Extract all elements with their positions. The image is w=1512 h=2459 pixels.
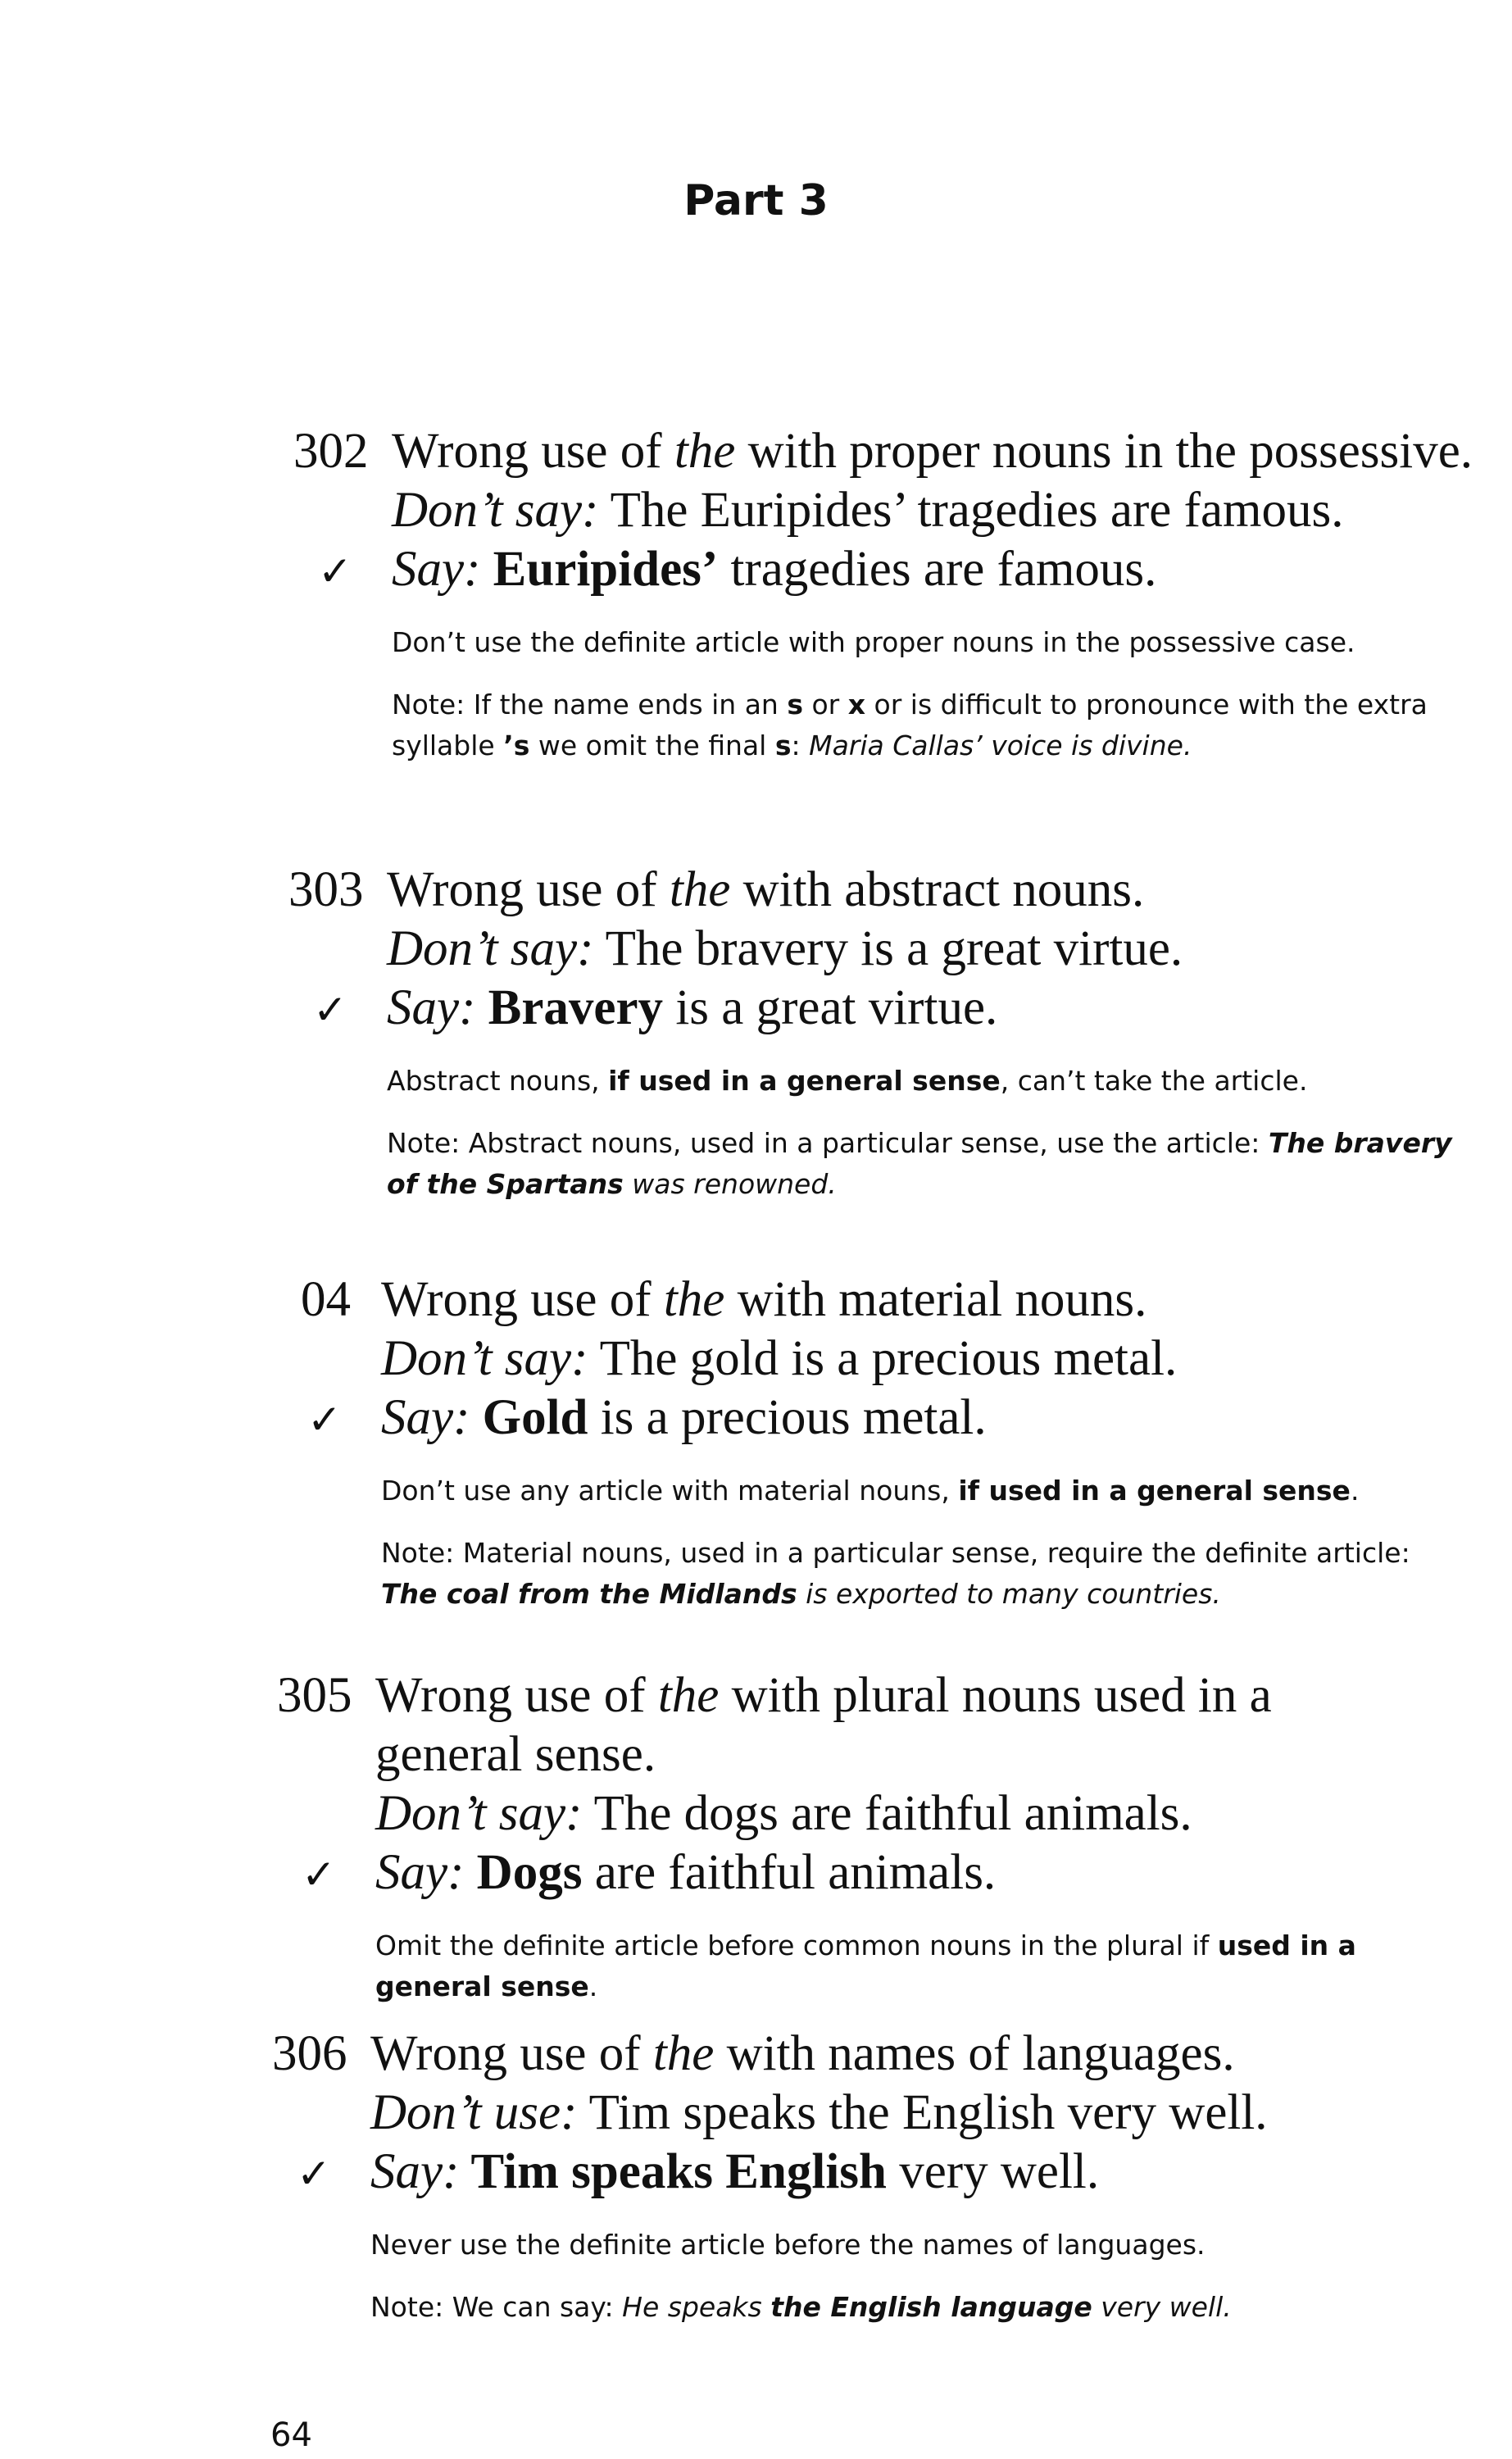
entry-303: [288, 861, 1452, 1205]
explanation: Never use the definite article before the names of languages.: [370, 2229, 1206, 2261]
entry-302: [293, 422, 1473, 766]
say-line: [288, 979, 1452, 1039]
say-rest: very well.: [886, 2144, 1100, 2199]
dont-say-text: The Euripides’ tragedies are famous.: [598, 483, 1344, 538]
dont-say-text: The bravery is a great virtue.: [593, 921, 1183, 976]
heading-text: Wrong use of the with material nouns.: [381, 1272, 1147, 1327]
dont-say-line: [293, 481, 1473, 540]
note-example: Maria Callas’ voice is divine.: [809, 730, 1192, 761]
say-rest: is a precious metal.: [588, 1390, 987, 1445]
explanation: Don’t use the definite article with proper nouns in the possessive case.: [392, 626, 1355, 658]
dont-say-text: Tim speaks the English very well.: [577, 2085, 1268, 2140]
heading-text: Wrong use of the with proper nouns in the possessive.: [392, 424, 1473, 479]
dont-say-label: Don’t use:: [370, 2085, 578, 2140]
note: Note: Material nouns, used in a particular sense, require the definite article:: [381, 1537, 1410, 1569]
dont-say-line: [277, 1784, 1356, 1843]
dont-say-label: Don’t say:: [392, 483, 599, 538]
check-icon: ✓: [302, 1851, 336, 1898]
say-bold: Dogs: [464, 1845, 583, 1900]
say-line: [293, 540, 1473, 601]
say-pre: Tim speaks: [459, 2144, 726, 2199]
entry-heading: [277, 1666, 1356, 1725]
say-label: Say:: [370, 2144, 460, 2199]
entry-305: [277, 1666, 1356, 2007]
heading-text: Wrong use of the with abstract nouns.: [387, 862, 1145, 917]
dont-say-label: Don’t say:: [387, 921, 594, 976]
say-bold: Gold: [470, 1390, 588, 1445]
note: Note: If the name ends in an s or x or is difficult to pronounce with the extra: [392, 689, 1428, 720]
say-rest: are faithful animals.: [582, 1845, 997, 1900]
dont-say-line: [283, 1329, 1410, 1389]
say-label: Say:: [381, 1390, 470, 1445]
entry-306: [272, 2025, 1268, 2328]
note: Note: Abstract nouns, used in a particular sense, use the article: The bravery: [387, 1127, 1452, 1159]
dont-say-label: Don’t say:: [375, 1786, 583, 1841]
dont-say-label: Don’t say:: [381, 1331, 588, 1386]
heading-text: Wrong use of the with names of languages.: [370, 2026, 1235, 2081]
note: Note: We can say: He speaks the English language very well.: [370, 2291, 1232, 2323]
explanation: Omit the definite article before common nouns in the plural if used in a: [375, 1929, 1356, 1961]
say-rest: is a great virtue.: [663, 980, 998, 1035]
entry-heading: [283, 1270, 1410, 1329]
heading-text: Wrong use of the with plural nouns used in a: [375, 1668, 1272, 1723]
note-line-2: The coal from the Midlands is exported to many countries.: [381, 1578, 1221, 1610]
say-rest: tragedies are famous.: [718, 542, 1157, 597]
check-icon: ✓: [313, 986, 347, 1034]
entry-number: 04: [301, 1272, 351, 1327]
dont-say-text: The dogs are faithful animals.: [582, 1786, 1192, 1841]
entry-number: 305: [277, 1668, 352, 1723]
heading-line-2: general sense.: [375, 1727, 656, 1782]
say-label: Say:: [392, 542, 481, 597]
entry-number: 302: [293, 424, 369, 479]
say-bold: Bravery: [475, 980, 664, 1035]
note-line-2: syllable ’s we omit the final s: Maria Callas’ voice is divine.: [392, 730, 1192, 761]
say-line: [277, 1843, 1356, 1904]
explanation-line-2: general sense.: [375, 1970, 598, 2002]
check-icon: ✓: [307, 1396, 342, 1443]
page-number: 64: [270, 2416, 312, 2454]
say-bold: Euripides’: [480, 542, 719, 597]
entry-heading: [288, 861, 1452, 920]
say-label: Say:: [375, 1845, 465, 1900]
say-line: [272, 2143, 1268, 2203]
entry-number: 306: [272, 2026, 347, 2081]
dont-say-line: [272, 2084, 1268, 2143]
part-title: Part 3: [683, 176, 829, 225]
say-bold: English: [725, 2144, 887, 2199]
entry-heading: [272, 2025, 1268, 2084]
dont-say-text: The gold is a precious metal.: [588, 1331, 1178, 1386]
dont-say-line: [288, 920, 1452, 979]
check-icon: ✓: [318, 548, 352, 595]
entry-heading: [293, 422, 1473, 481]
check-icon: ✓: [297, 2150, 331, 2198]
explanation: Don’t use any article with material nouns, if used in a general sense.: [381, 1475, 1360, 1507]
say-line: [283, 1389, 1410, 1449]
say-label: Say:: [387, 980, 476, 1035]
entry-number: 303: [288, 862, 364, 917]
explanation: Abstract nouns, if used in a general sense, can’t take the article.: [387, 1065, 1308, 1097]
entry-304: [283, 1270, 1410, 1615]
note-line-2: of the Spartans was renowned.: [387, 1168, 837, 1200]
